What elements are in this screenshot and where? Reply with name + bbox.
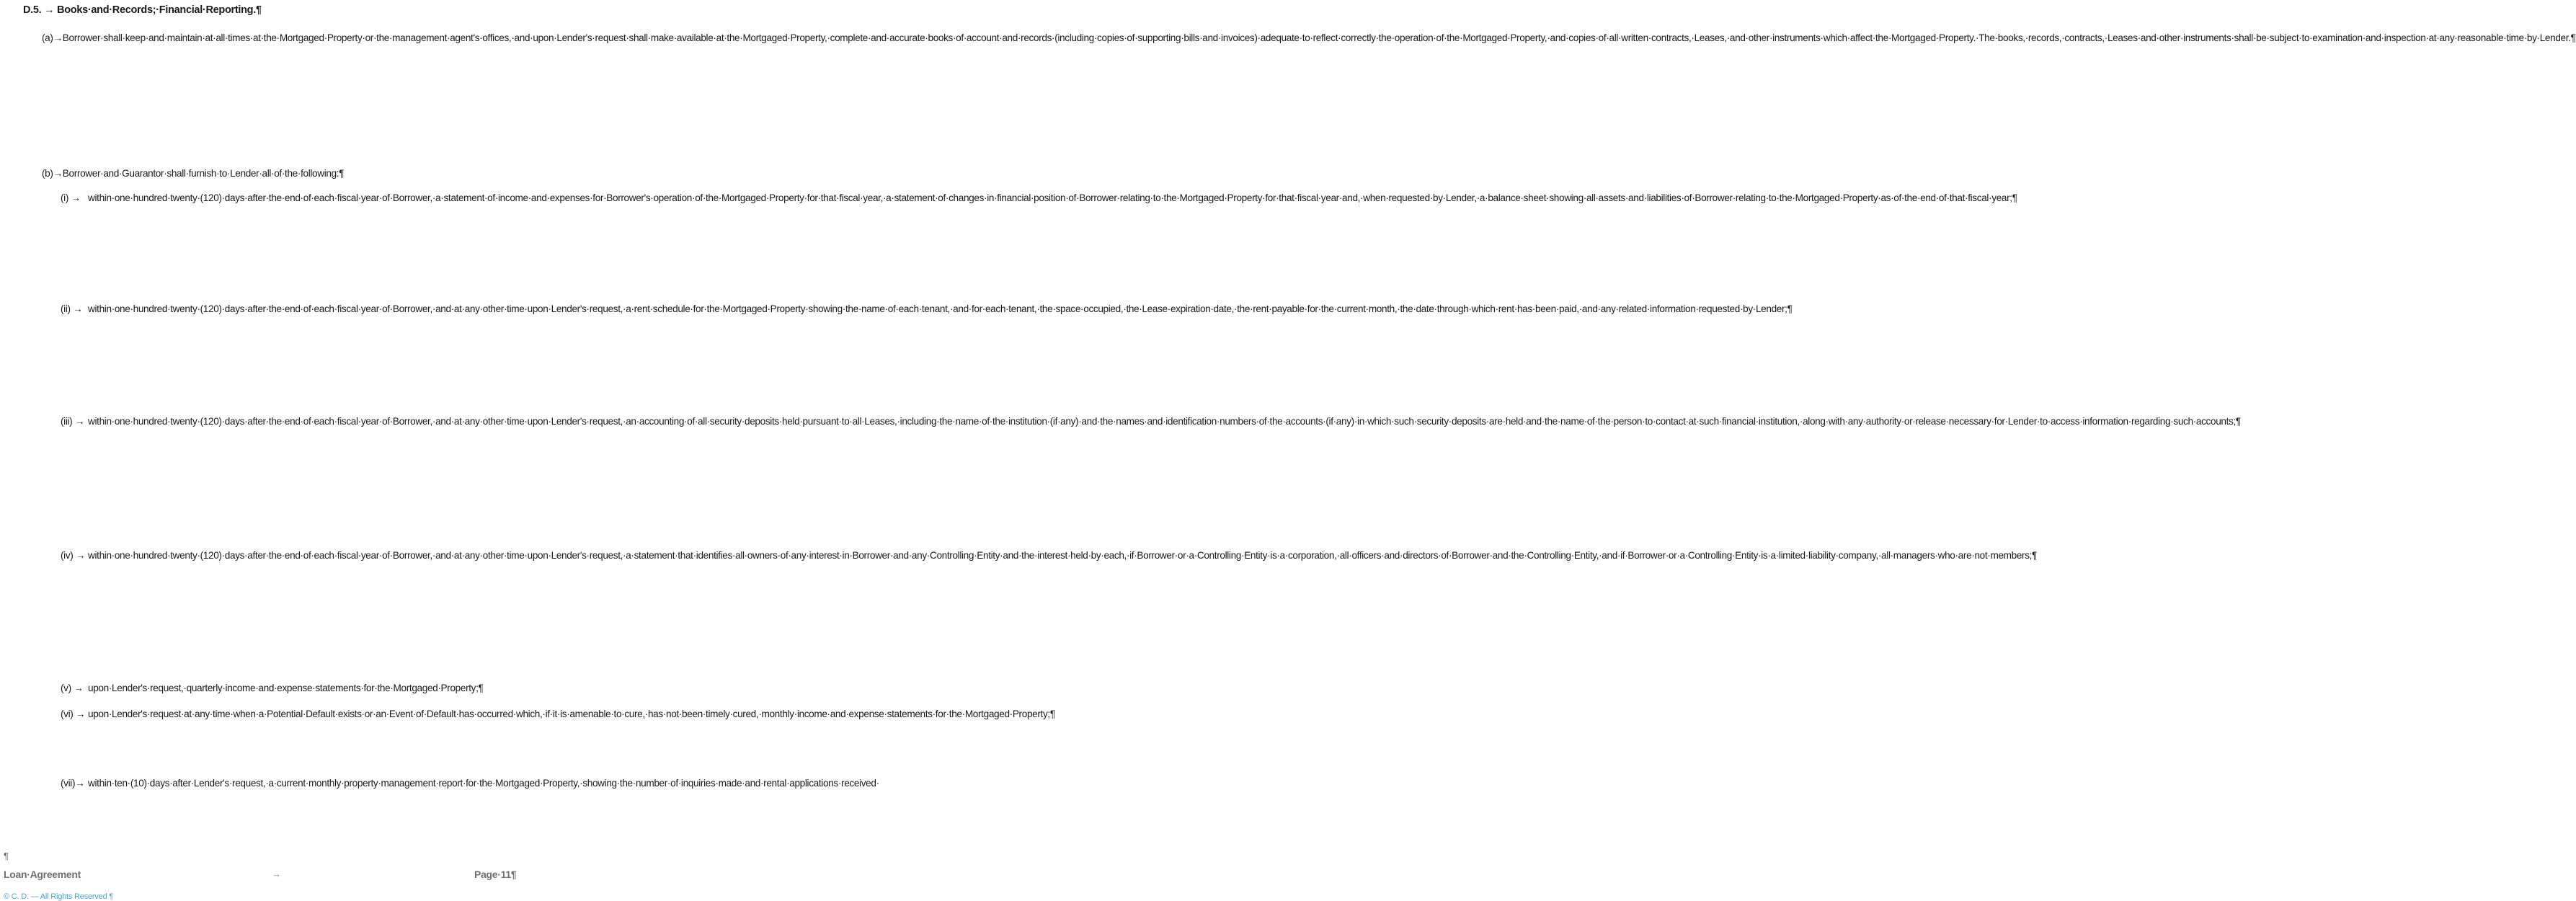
list-item-label: (v) →	[61, 683, 84, 693]
list-item	[61, 411, 2241, 541]
list-item-text: upon·Lender's·request·at·any·time·when·a·Potential·Default·exists·or·an·Event·of·Default·has·occurred·which,·if·it·is·amenable·to·cure,·has·not·been·timely·cured,·monthly·income·and·expense·statements·for·the·Mortgaged·Property;¶	[88, 709, 1055, 719]
paragraph-b: (b)→Borrower·and·Guarantor·shall·furnish·to·Lender·all·of·the·following:¶	[42, 168, 345, 179]
footer-pilcrow: ¶	[4, 851, 9, 861]
list-item-text: within·one·hundred·twenty·(120)·days·after·the·end·of·each·fiscal·year·of·Borrower,·and·at·any·other·time·upon·Lender's·request,·an·accounting·of·all·security·deposits·held·pursuant·to·all·Leases,·including·the·name·of·the·institution·(if·any)·and·the·names·and·identification·numbers·of·the·accounts·(if·any)·in·which·such·security·deposits·are·held·and·the·name·of·the·person·to·contact·at·such·financial·institution,·along·with·any·authority·or·release·necessary·for·Lender·to·access·information·regarding·such·accounts;¶	[88, 416, 2241, 427]
list-item-text: upon·Lender's·request,·quarterly·income·and·expense·statements·for·the·Mortgaged·Property;¶	[88, 683, 484, 693]
footer-document-title: Loan·Agreement	[4, 869, 81, 880]
footer-copyright: © C. D. — All Rights Reserved ¶	[4, 892, 114, 901]
list-item-label: (vi) →	[61, 709, 86, 719]
list-item	[61, 773, 879, 816]
list-item	[61, 298, 1793, 407]
list-item	[61, 545, 2038, 675]
list-item-text: within·one·hundred·twenty·(120)·days·after·the·end·of·each·fiscal·year·of·Borrower,·and·at·any·other·time·upon·Lender's·request,·a·statement·that·identifies·all·owners·of·any·interest·in·Borrower·and·any·Controlling·Entity·and·the·interest·held·by·each,·if·Borrower·or·a·Controlling·Entity·is·a·corporation,·all·officers·and·directors·of·Borrower·and·the·Controlling·Entity,·and·if·Borrower·or·a·Controlling·Entity·is·a·limited·liability·company,·all·managers·who·are·not·members;¶	[88, 550, 2038, 561]
list-item-label: (vii)→	[61, 778, 85, 789]
list-item-text: within·one·hundred·twenty·(120)·days·after·the·end·of·each·fiscal·year·of·Borrower,·and·at·any·other·time·upon·Lender's·request,·a·rent·schedule·for·the·Mortgaged·Property·showing·the·name·of·each·tenant,·and·for·each·tenant,·the·space·occupied,·the·Lease·expiration·date,·the·rent·payable·for·the·current·month,·the·date·through·which·rent·has·been·paid,·and·any·related·information·requested·by·Lender;¶	[88, 303, 1793, 314]
list-item	[61, 678, 515, 699]
list-item-label: (iii) →	[61, 416, 85, 427]
footer-tab-arrow: →	[272, 869, 281, 879]
footer-page-number: Page·11¶	[474, 869, 517, 880]
list-item-text: within·one·hundred·twenty·(120)·days·after·the·end·of·each·fiscal·year·of·Borrower,·a·statement·of·income·and·expenses·for·Borrower's·operation·of·the·Mortgaged·Property·for·that·fiscal·year,·a·statement·of·changes·in·financial·position·of·Borrower·relating·to·the·Mortgaged·Property·for·that·fiscal·year·and,·when·requested·by·Lender,·a·balance·sheet·showing·all·assets·and·liabilities·of·Borrower·relating·to·the·Mortgaged·Property·as·of·the·end·of·that·fiscal·year;¶	[88, 192, 2017, 203]
list-item-label: (i) →	[61, 192, 81, 203]
list-item	[61, 187, 2017, 296]
list-item-text: within·ten·(10)·days·after·Lender's·request,·a·current·monthly·property·management·report·for·the·Mortgaged·Property,·showing·the·number·of·inquiries·made·and·rental·applications·received·	[88, 778, 879, 789]
list-item	[61, 704, 1055, 768]
section-heading: D.5. → Books·and·Records;·Financial·Reporting.¶	[23, 4, 262, 16]
paragraph-a: (a)→Borrower·shall·keep·and·maintain·at·all·times·at·the·Mortgaged·Property·or·the·management·agent's·offices,·and·upon·Lender's·request·shall·make·available·at·the·Mortgaged·Property,·complete·and·accurate·books·of·account·and·records·(including·copies·of·supporting·bills·and·invoices)·adequate·to·reflect·correctly·the·operation·of·the·Mortgaged·Property,·and·copies·of·all·written·contracts,·Leases,·and·other·instruments·which·affect·the·Mortgaged·Property.·The·books,·records,·contracts,·Leases·and·other·instruments·shall·be·subject·to·examination·and·inspection·at·any·reasonable·time·by·Lender.¶	[42, 32, 2576, 43]
list-item-label: (ii) →	[61, 303, 83, 314]
list-item-label: (iv) →	[61, 550, 86, 561]
